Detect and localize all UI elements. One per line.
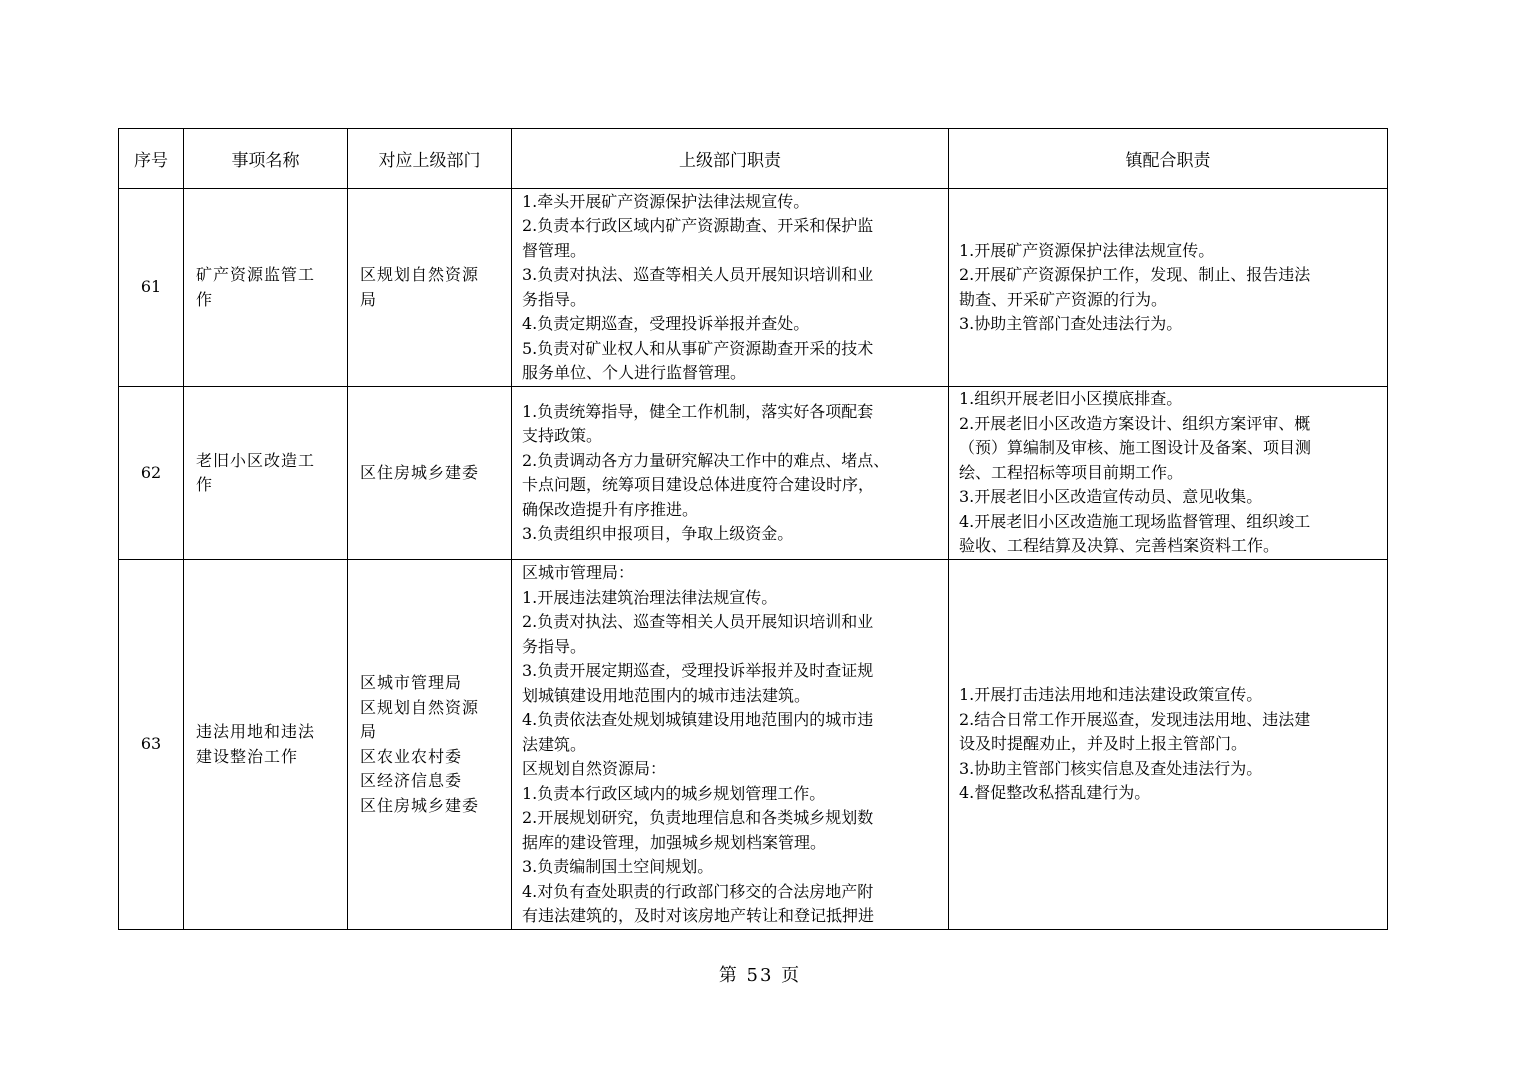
coop-line: 3.协助主管部门核实信息及查处违法行为。 xyxy=(959,758,1263,778)
header-item-name: 事项名称 xyxy=(184,129,348,189)
coop-line: 1.开展矿产资源保护法律法规宣传。 xyxy=(959,240,1215,260)
item-name-line: 作 xyxy=(196,475,214,494)
duty-line: 有违法建筑的，及时对该房地产转让和登记抵押进 xyxy=(522,906,875,925)
duty-line: 1.牵头开展矿产资源保护法律法规宣传。 xyxy=(522,191,810,211)
duty-line: 督管理。 xyxy=(522,240,587,260)
row-town-cooperation xyxy=(949,189,1388,387)
duty-line: 1.负责本行政区域内的城乡规划管理工作。 xyxy=(522,783,826,803)
duty-line: 确保改造提升有序推进。 xyxy=(522,499,699,519)
coop-line: 设及时提醒劝止，并及时上报主管部门。 xyxy=(959,734,1248,754)
row-town-cooperation xyxy=(949,387,1388,560)
row-item-name xyxy=(184,560,348,930)
duty-line: 务指导。 xyxy=(522,289,587,309)
coop-line: （预）算编制及审核、施工图设计及备案、项目测 xyxy=(959,438,1312,458)
duty-line: 2.负责本行政区域内矿产资源勘查、开采和保护监 xyxy=(522,216,874,235)
duty-line: 2.负责调动各方力量研究解决工作中的难点、堵点、 xyxy=(522,450,890,470)
table-row xyxy=(119,387,1388,560)
row-superior-dept xyxy=(348,189,512,387)
coop-line: 2.结合日常工作开展巡查，发现违法用地、违法建 xyxy=(959,709,1311,729)
dept-line: 区农业农村委 xyxy=(360,746,463,766)
duty-line: 区规划自然资源局： xyxy=(522,759,667,778)
header-town-cooperation: 镇配合职责 xyxy=(949,129,1388,189)
row-superior-dept xyxy=(348,560,512,930)
coop-line: 1.组织开展老旧小区摸底排查。 xyxy=(959,389,1183,409)
coop-line: 1.开展打击违法用地和违法建设政策宣传。 xyxy=(959,685,1263,705)
table-row xyxy=(119,560,1388,930)
duty-line: 4.对负有查处职责的行政部门移交的合法房地产附 xyxy=(522,881,874,901)
duty-line: 据库的建设管理，加强城乡规划档案管理。 xyxy=(522,832,827,852)
coop-line: 勘查、开采矿产资源的行为。 xyxy=(959,289,1168,309)
table-row xyxy=(119,189,1388,387)
row-seq: 61 xyxy=(119,189,184,387)
duty-line: 3.负责编制国土空间规划。 xyxy=(522,857,714,876)
duty-line: 区城市管理局： xyxy=(522,563,635,582)
coop-line: 2.开展矿产资源保护工作，发现、制止、报告违法 xyxy=(959,265,1311,284)
duty-line: 支持政策。 xyxy=(522,426,603,445)
coop-line: 绘、工程招标等项目前期工作。 xyxy=(959,462,1184,482)
dept-line: 区规划自然资源 xyxy=(360,697,480,717)
coop-line: 3.开展老旧小区改造宣传动员、意见收集。 xyxy=(959,487,1263,507)
dept-line: 区城市管理局 xyxy=(360,673,463,692)
row-item-name xyxy=(184,387,348,560)
dept-line: 区经济信息委 xyxy=(360,771,463,790)
dept-line: 区住房城乡建委 xyxy=(360,462,480,482)
duty-line: 划城镇建设用地范围内的城市违法建筑。 xyxy=(522,685,811,705)
coop-line: 3.协助主管部门查处违法行为。 xyxy=(959,314,1183,333)
row-superior-dept xyxy=(348,387,512,560)
dept-line: 区规划自然资源 xyxy=(360,265,480,284)
row-item-name xyxy=(184,189,348,387)
page-number: 第 53 页 xyxy=(718,965,802,986)
row-superior-duty xyxy=(512,189,949,387)
duty-clip xyxy=(522,560,942,929)
duty-line: 2.开展规划研究，负责地理信息和各类城乡规划数 xyxy=(522,808,874,827)
duty-line: 3.负责组织申报项目，争取上级资金。 xyxy=(522,524,794,543)
dept-line: 局 xyxy=(360,289,378,309)
coop-line: 2.开展老旧小区改造方案设计、组织方案评审、概 xyxy=(959,413,1311,433)
duty-line: 4.负责依法查处规划城镇建设用地范围内的城市违 xyxy=(522,710,874,729)
dept-line: 局 xyxy=(360,722,378,741)
row-seq: 62 xyxy=(119,387,184,560)
row-town-cooperation xyxy=(949,560,1388,930)
item-name-line: 违法用地和违法 xyxy=(196,722,316,741)
responsibility-table xyxy=(118,128,1388,930)
row-superior-duty xyxy=(512,387,949,560)
duty-line: 2.负责对执法、巡查等相关人员开展知识培训和业 xyxy=(522,612,874,631)
header-seq: 序号 xyxy=(119,129,184,189)
duty-line: 1.开展违法建筑治理法律法规宣传。 xyxy=(522,587,778,607)
table-header-row xyxy=(119,129,1388,189)
header-superior-dept: 对应上级部门 xyxy=(348,129,512,189)
duty-line: 卡点问题，统筹项目建设总体进度符合建设时序， xyxy=(522,475,875,494)
item-name-line: 矿产资源监管工 xyxy=(196,265,316,284)
item-name-line: 建设整治工作 xyxy=(196,746,299,766)
item-name-line: 老旧小区改造工 xyxy=(196,450,316,470)
duty-line: 3.负责开展定期巡查，受理投诉举报并及时查证规 xyxy=(522,661,874,680)
duty-line: 服务单位、个人进行监督管理。 xyxy=(522,363,747,382)
duty-line: 务指导。 xyxy=(522,636,587,656)
header-superior-duty: 上级部门职责 xyxy=(512,129,949,189)
duty-line: 5.负责对矿业权人和从事矿产资源勘查开采的技术 xyxy=(522,338,874,358)
duty-line: 法建筑。 xyxy=(522,734,587,754)
coop-line: 4.督促整改私搭乱建行为。 xyxy=(959,783,1151,803)
dept-line: 区住房城乡建委 xyxy=(360,795,480,815)
row-seq: 63 xyxy=(119,560,184,930)
duty-line: 3.负责对执法、巡查等相关人员开展知识培训和业 xyxy=(522,265,874,284)
duty-line: 1.负责统筹指导，健全工作机制，落实好各项配套 xyxy=(522,401,874,421)
coop-line: 4.开展老旧小区改造施工现场监督管理、组织竣工 xyxy=(959,511,1311,531)
coop-line: 验收、工程结算及决算、完善档案资料工作。 xyxy=(959,536,1280,556)
item-name-line: 作 xyxy=(196,289,214,309)
duty-line: 4.负责定期巡查，受理投诉举报并查处。 xyxy=(522,314,810,333)
row-superior-duty xyxy=(512,560,949,930)
